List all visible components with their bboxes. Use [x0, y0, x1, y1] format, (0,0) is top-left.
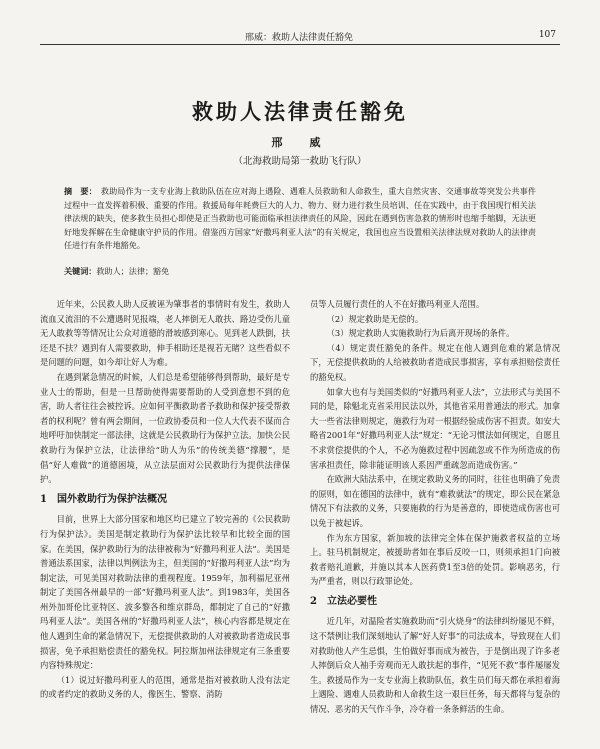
abstract-label: 摘 要：	[64, 186, 97, 196]
body-paragraph: 在遇到紧急情况的时候，人们总是希望能够得到帮助，最好是专业人士的帮助，但是一旦帮助使得需要帮助的人受到意想不到的危害，助人者往往会被控诉。应如何平衡救助者予救助和保护接受帮救者的权利呢？曾有两会期间，一位政协委员和一位人大代表不谋而合地呼吁加快制定一部法律，这就是公民救助行为保护立法。加快公民救助行为保护立法，让法律给“助人为乐”的传统美德“撑腰”，是倡“好人难做”的道德困境，从立法层面对公民救助行为提供法律保护。	[40, 371, 290, 485]
author-name: 邢 威	[271, 136, 329, 149]
body-paragraph: 近几年，对温险者实施救助而“引火烧身”的法律纠纷屡见不鲜，这不禁例让我们深刻地认了解“好人好事”的司法成本，导致现在人们对救助他人产生忌惧，生怕做好事而成为被告，于是倒出现了许多老人摔倒后众人袖手旁观而无人敢扶起的事件，“见死不救”事件屡屡发生。救援局作为一支专业海上救助队伍，救生员们每天都在承担着海上遇险、遇难人员救助和人命救生这一艰巨任务，每天都将与复杂的情况、恶劣的天气作斗争，冷夺着一条条鲜活的生命。	[310, 616, 560, 715]
section-heading	[40, 493, 290, 508]
right-column	[310, 297, 560, 717]
left-column	[40, 297, 290, 702]
section-heading	[310, 595, 560, 610]
list-item: （4）规定责任豁免的条件。规定在他人遇到危难的紧急情况下，无偿提供救助的人给被救助者造成民事损害，享有承担赔偿责任的豁免权。	[310, 342, 560, 382]
article-title: 救助人法律责任豁免	[192, 99, 408, 124]
body-paragraph: 目前，世界上大部分国家和地区均已建立了较完善的《公民救助行为保护法》。美国是制定救助行为保护法比较早和比较全面的国家。在美国，保护救助行为的法律被称为“好撒玛利亚人法”。美国是普通法系国家，法律以判例法为主，但美国的“好撒玛利亚人法”均为制定法，可见美国对救助法律的重视程度。1959年，加利福尼亚州制定了美国各州最早的一部“好撒玛利亚人法”。到1983年，美国各州外加哥伦比亚特区、波多黎各和维京群岛，都制定了自己的“好撒玛利亚人法”。美国各州的“好撒玛利亚人法”，核心内容都是规定在他人遇到生命的紧急情况下，无偿提供救助的人对被救助者造成民事损害，免予承担赔偿责任的豁免权。阿拉斯加州法律规定有三条重要内容特殊规定：	[40, 514, 290, 671]
body-paragraph: 如拿大也有与美国类似的“好撒玛利亚人法”，立法形式与美国不同的是，除魁北克省采用民法以外，其他省采用普通法的形式。加拿大一些省法律则规定，施救行为对一根据经验成伤害不担责。如安大略省2001年“好撒玛利亚人法”规定：“无论习惯法如何规定，自愿且不求赏偿提供的个人，不必为施救过程中因疏忽或不作为所造成的伤害承担责任，除非能证明该人系因严重疏忽而造成伤害。”	[310, 386, 560, 470]
list-item: （2）规定救助是无偿的。	[326, 313, 424, 324]
body-paragraph: （1）说过好撒玛利亚人的范围，通常是指对被救助人没有法定的或者约定的救助义务的人，像医生、警察、消防	[40, 674, 290, 700]
author-affiliation: （北海救助局第一救助飞行队）	[233, 156, 367, 167]
keywords	[64, 266, 536, 277]
body-paragraph: 员等人员履行责任的人不在好撒玛利亚人范围。	[310, 299, 485, 309]
section-title: 立法必要性	[326, 595, 377, 607]
section-number: 1	[40, 493, 47, 505]
abstract	[64, 185, 536, 253]
list-item: （3）规定救助人实施救助行为后离开现场的条件。	[326, 328, 515, 339]
keywords-label: 关键词：	[64, 266, 97, 276]
body-paragraph: 作为东方国家，新加坡的法律完全体在保护施救者权益的立场上。驻马机制规定，被援助者如在事后反咬一口，则须承担1门向被救者赔礼道歉，并施以其本人医药费1至3倍的处罚。影响恶劣，行为严重者，则以行政罪论处。	[310, 532, 560, 587]
section-number: 2	[310, 595, 317, 607]
body-paragraph: 在欧洲大陆法系中，在规定救助义务的同时，往往也明确了免责的原则，如在德国的法律中，就有“难救就法”的规定，即公民在紧急情况下有法救的义务，只要施救的行为是善意的，即使造成伤害也可以免于被起诉。	[310, 474, 560, 528]
page-number: 107	[538, 30, 556, 40]
abstract-text: 救助局作为一支专业海上救助队伍在应对海上遇险、遇难人员救助和人命救生，重大自然灾害、交通事故等突发公共事件过程中一直发挥着积极、重要的作用。救援局每年耗费巨大的人力、物力、财力进行救生员培训、任在实践中，由于我国现行相关法律法规的缺失，使多救生员担心即使是正当救助也可能面临承担法律责任的风险，因此在遇到伤害急救的情形时也缩手缩脚，无法更好地发挥解在生命健康守护员的作用。借鉴西方国家“好撒玛利亚人法”的有关规定，我国也应当设置相关法律法规对救助人的法律责任进行有条件地豁免。	[64, 186, 536, 250]
running-head-title: 邢威：救助人法律责任豁免	[245, 33, 354, 43]
keywords-text: 救助人；法律；豁免	[96, 266, 170, 276]
running-head	[40, 28, 560, 45]
section-title: 国外救助行为保护法概况	[56, 493, 167, 505]
body-paragraph: 近年来，公民救人助人反被诬为肇事者的事情时有发生，救助人流血又流泪的不公遭遇时见报端，老人摔倒无人敢扶、路边受伤儿童无人敢救等等情况让公众对道德的滑坡感到寒心。见到老人跌倒，扶还是不扶？遇到有人需要救助，伸手相助还是视若无睹？这些看似不是问题的问题，如今却让好人为难。	[40, 299, 290, 368]
